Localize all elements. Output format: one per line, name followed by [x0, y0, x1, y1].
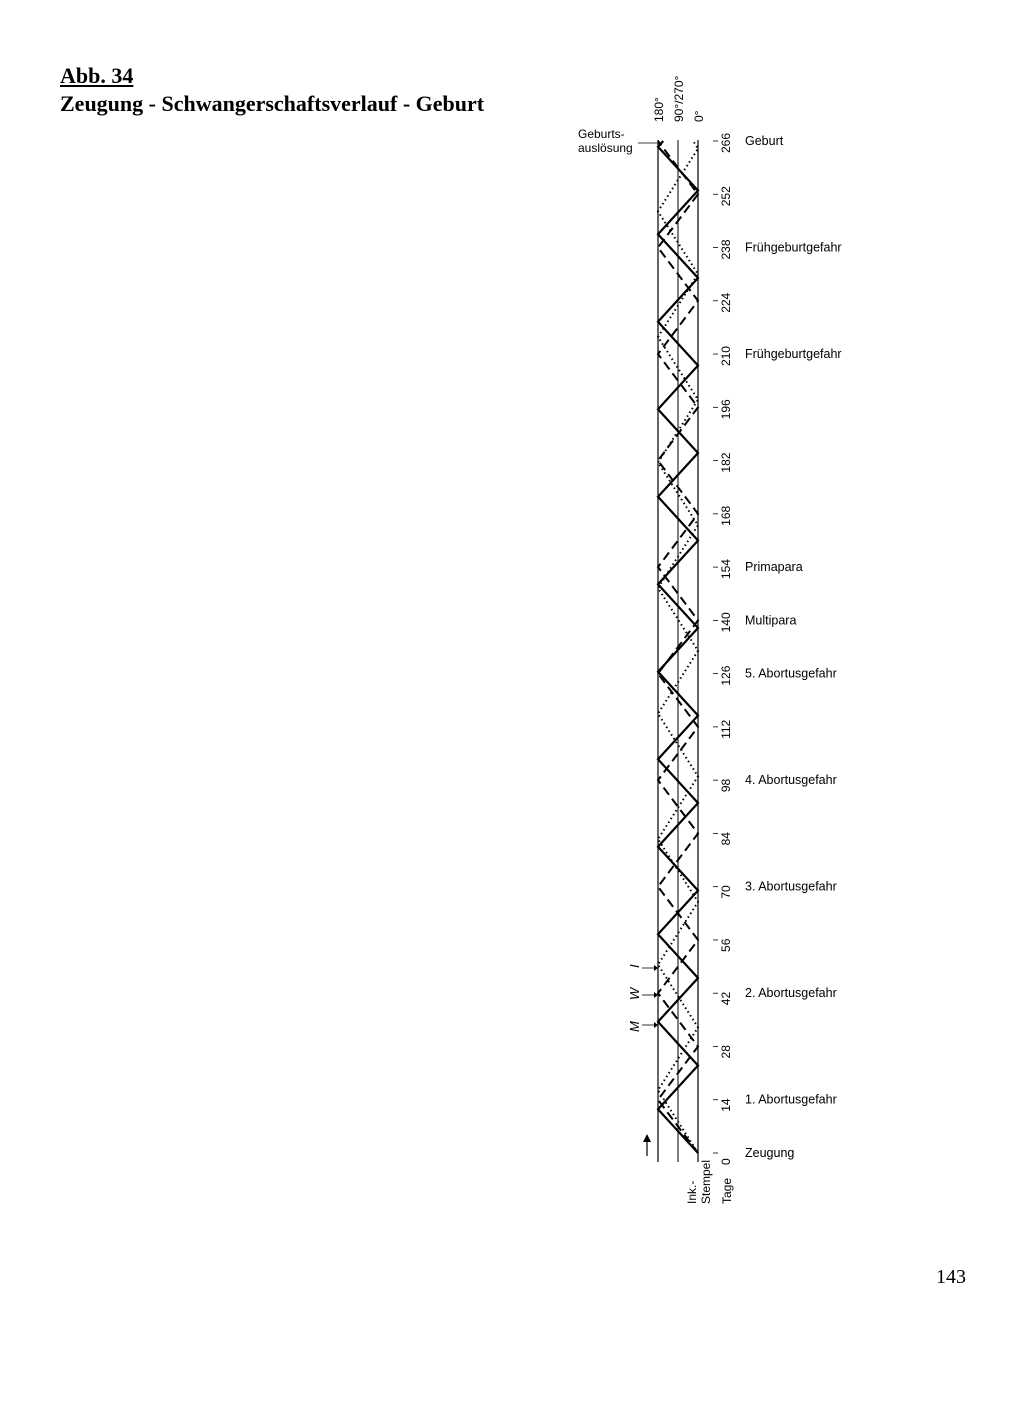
ink-stempel-label-2: Stempel: [699, 1159, 713, 1204]
geburtsausloesung-label-1: Geburts-: [578, 127, 625, 141]
day-tick-label: 42: [719, 991, 733, 1006]
figure-number: Abb. 34: [60, 63, 134, 88]
event-label: Multipara: [745, 613, 797, 628]
event-layer: [745, 134, 842, 1160]
days-label: Tage: [720, 1177, 734, 1204]
day-tick-label: 210: [719, 346, 733, 367]
day-tick-label: 0: [719, 1158, 733, 1165]
up-arrow-icon: [643, 1134, 651, 1142]
event-label: Primapara: [745, 560, 803, 575]
degree-label-0: 0°: [692, 110, 706, 122]
day-tick-label: 70: [719, 885, 733, 899]
day-tick-label: 224: [719, 292, 733, 313]
figure-title: Zeugung - Schwangerschaftsverlauf - Geburt: [60, 91, 485, 116]
day-tick-label: 98: [719, 778, 733, 793]
day-tick-label: 84: [719, 832, 733, 846]
mwi-label-i: I: [627, 964, 642, 968]
mwi-label-m: M: [627, 1021, 642, 1032]
day-tick-label: 196: [719, 399, 733, 420]
day-tick-label: 56: [719, 938, 733, 952]
day-tick-label: 266: [719, 132, 733, 153]
event-label: 5. Abortusgefahr: [745, 666, 837, 681]
tick-layer: [713, 133, 733, 1165]
geburtsausloesung-label-2: auslösung: [578, 141, 633, 155]
mwi-label-w: W: [627, 987, 642, 1000]
event-label: 3. Abortusgefahr: [745, 879, 837, 894]
day-tick-label: 168: [719, 505, 733, 526]
event-label: 4. Abortusgefahr: [745, 773, 837, 788]
event-label: 2. Abortusgefahr: [745, 986, 837, 1001]
day-tick-label: 238: [719, 239, 733, 260]
day-tick-label: 154: [719, 559, 733, 580]
day-tick-label: 252: [719, 186, 733, 207]
event-label: Frühgeburtgefahr: [745, 347, 842, 362]
day-tick-label: 14: [719, 1098, 733, 1112]
event-label: Frühgeburtgefahr: [745, 240, 842, 255]
degree-label-90-270: 90°/270°: [672, 75, 686, 122]
day-tick-label: 28: [719, 1045, 733, 1059]
event-label: Zeugung: [745, 1146, 795, 1160]
degree-label-180: 180°: [652, 97, 666, 122]
day-tick-label: 182: [719, 452, 733, 473]
event-label: 1. Abortusgefahr: [745, 1092, 837, 1107]
page-number: 143: [936, 1266, 966, 1288]
day-tick-label: 126: [719, 665, 733, 686]
event-label: Geburt: [745, 134, 784, 148]
ink-stempel-label-1: Ink.-: [685, 1180, 699, 1204]
day-tick-label: 112: [719, 719, 733, 739]
day-tick-label: 140: [719, 612, 733, 633]
